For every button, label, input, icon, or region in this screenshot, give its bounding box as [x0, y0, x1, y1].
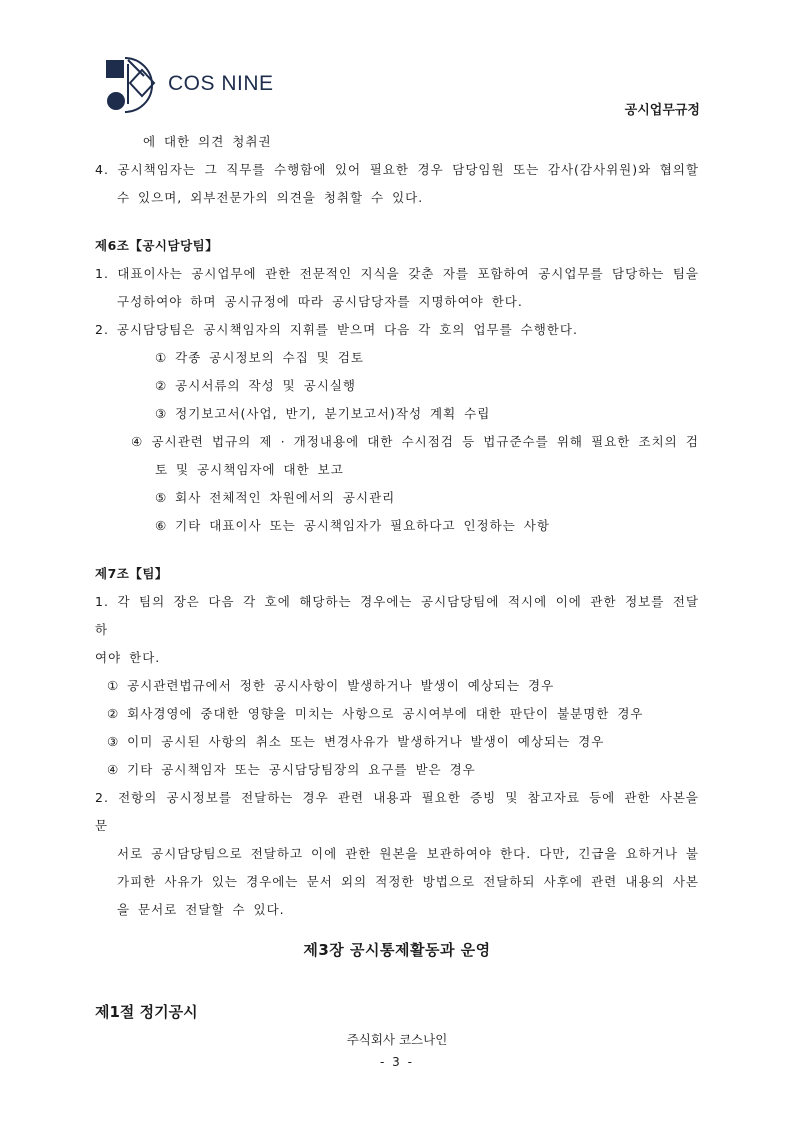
article-7-item-2-line-3: 가피한 사유가 있는 경우에는 문서 외의 적정한 방법으로 전달하되 사후에 관련 내용의 사본: [117, 874, 699, 889]
article-6-sub-2: ② 공시서류의 작성 및 공시실행: [155, 378, 357, 393]
article-7-item-2-line-1: 2. 전항의 공시정보를 전달하는 경우 관련 내용과 필요한 증빙 및 참고자료 등에 관한 사본을 문: [95, 790, 699, 833]
article-6-item-1-line-1: 1. 대표이사는 공시업무에 관한 전문적인 지식을 갖춘 자를 포함하여 공시업무를 담당하는 팀을: [95, 266, 699, 281]
article-7-sub-2: ② 회사경영에 중대한 영향을 미치는 사항으로 공시여부에 대한 판단이 불분명한 경우: [107, 706, 644, 721]
article-6-sub-1: ① 각종 공시정보의 수집 및 검토: [155, 350, 364, 365]
document-title: 공시업무규정: [624, 103, 700, 118]
article-7-item-2-line-4: 을 문서로 전달할 수 있다.: [117, 902, 285, 917]
brand-name: COS NINE: [168, 72, 274, 95]
page-number: - 3 -: [380, 1055, 414, 1069]
article-7-item-1-line-1: 1. 각 팀의 장은 다음 각 호에 해당하는 경우에는 공시담당팀에 적시에 이에 관한 정보를 전달하: [95, 594, 699, 637]
article-6-sub-4-line-1: ④ 공시관련 법규의 제 · 개정내용에 대한 수시점검 등 법규준수를 위해 필요한 조치의 검: [131, 434, 699, 449]
section-1-heading: 제1절 정기공시: [95, 1003, 198, 1021]
article-6-sub-3: ③ 정기보고서(사업, 반기, 분기보고서)작성 계획 수립: [155, 406, 491, 421]
article-7-sub-1: ① 공시관련법규에서 정한 공시사항이 발생하거나 발생이 예상되는 경우: [107, 678, 555, 693]
continued-line: 에 대한 의견 청취권: [143, 134, 272, 149]
chapter-3-heading: 제3장 공시통제활동과 운영: [303, 941, 491, 959]
article-6-heading: 제6조【공시담당팀】: [95, 238, 219, 253]
article-7-sub-4: ④ 기타 공시책임자 또는 공시담당팀장의 요구를 받은 경우: [107, 762, 476, 777]
clause-4-line-2: 수 있으며, 외부전문가의 의견을 청취할 수 있다.: [117, 190, 424, 205]
article-6-item-1-line-2: 구성하여야 하며 공시규정에 따라 공시담당자를 지명하여야 한다.: [117, 294, 523, 309]
article-7-item-1-line-2: 여야 한다.: [95, 650, 161, 665]
article-6-sub-6: ⑥ 기타 대표이사 또는 공시책임자가 필요하다고 인정하는 사항: [155, 518, 550, 533]
document-body: [95, 128, 699, 1026]
cos-nine-logo: [106, 56, 158, 114]
article-7-sub-3: ③ 이미 공시된 사항의 취소 또는 변경사유가 발생하거나 발생이 예상되는 경우: [107, 734, 605, 749]
article-6-item-2: 2. 공시담당팀은 공시책임자의 지휘를 받으며 다음 각 호의 업무를 수행한다.: [95, 322, 578, 337]
footer-company: 주식회사 코스나인: [346, 1032, 448, 1047]
article-7-heading: 제7조【팀】: [95, 566, 168, 581]
clause-4-line-1: 4. 공시책임자는 그 직무를 수행함에 있어 필요한 경우 담당임원 또는 감사(감사위원)와 협의할: [95, 162, 699, 177]
article-7-item-2-line-2: 서로 공시담당팀으로 전달하고 이에 관한 원본을 보관하여야 한다. 다만, 긴급을 요하거나 불: [117, 846, 699, 861]
article-6-sub-5: ⑤ 회사 전체적인 차원에서의 공시관리: [155, 490, 396, 505]
article-6-sub-4-line-2: 토 및 공시책임자에 대한 보고: [155, 462, 344, 477]
